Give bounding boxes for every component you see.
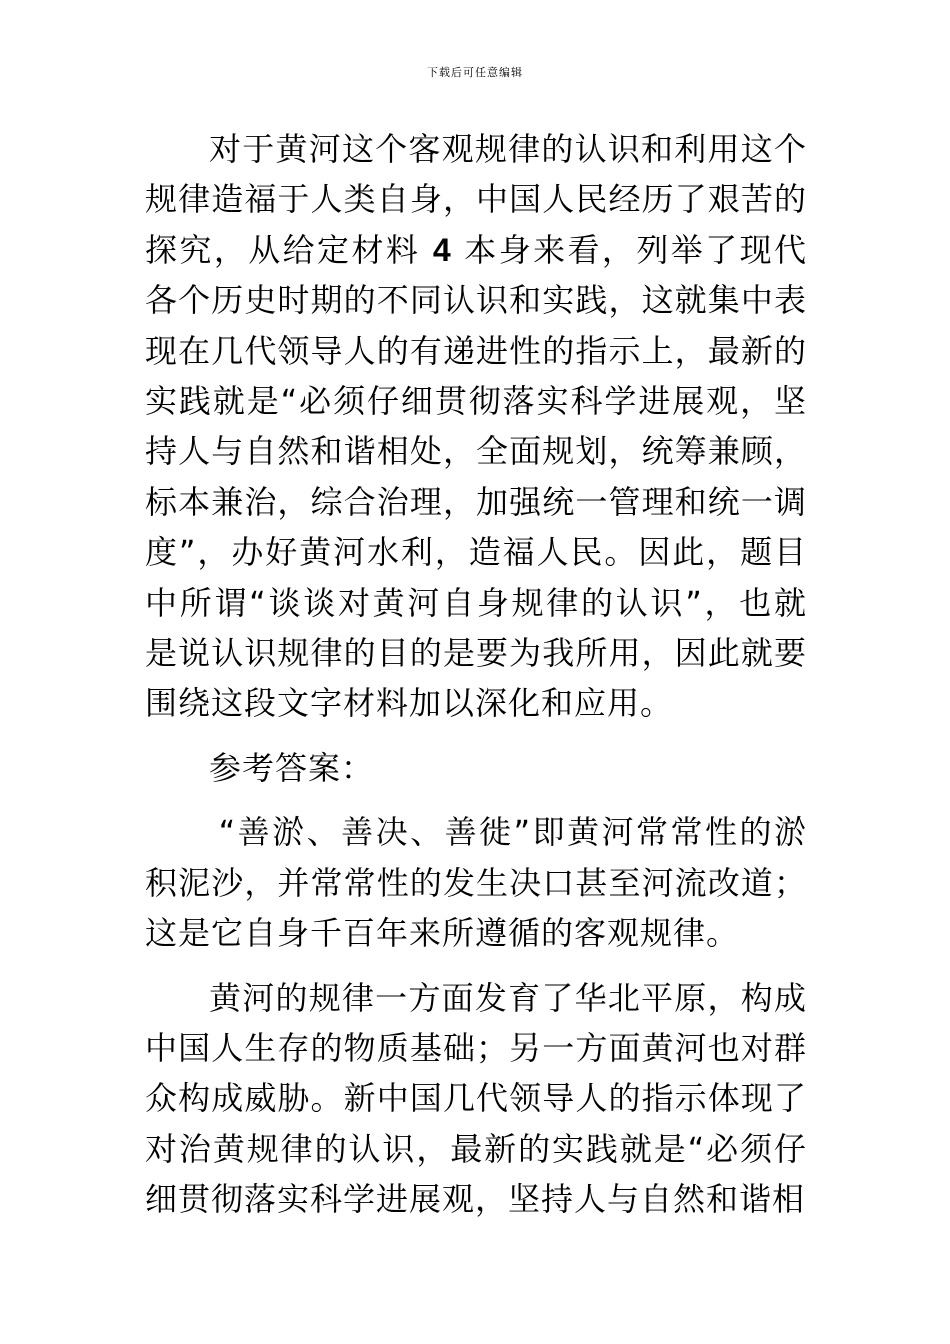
material-number: 4 [432,231,452,268]
reference-answer-heading: 参考答案： [209,748,375,787]
paragraph-analysis-text-start: 对于黄河这个客观规律的认识和利用这个规律造福于人类自身，中国人民经历了艰苦的探究，从给定材料 [145,130,807,269]
paragraph-analysis [145,124,807,729]
page-header-note: 下载后可任意编辑 [427,66,523,79]
paragraph-answer-detail: 黄河的规律一方面发育了华北平原，构成中国人生存的物质基础；另一方面黄河也对群众构成威胁。新中国几代领导人的指示体现了对治黄规律的认识，最新的实践就是“必须仔细贯彻落实科学进展观，坚持人与自然和谐相 [145,978,807,1219]
document-body [145,124,807,1225]
paragraph-analysis-text-end: 本身来看，列举了现代各个历史时期的不同认识和实践，这就集中表现在几代领导人的有递进性的指示上，最新的实践就是“必须仔细贯彻落实科学进展观，坚持人与自然和谐相处，全面规划，统筹兼顾，标本兼治，综合治理，加强统一管理和统一调度”，办好黄河水利，造福人民。因此，题目中所谓“谈谈对黄河自身规律的认识”，也就是说认识规律的目的是要为我所用，因此就要围绕这段文字材料加以深化和应用。 [145,230,807,723]
paragraph-answer-rule: “善淤、善决、善徙”即黄河常常性的淤积泥沙，并常常性的发生决口甚至河流改道；这是它自身千百年来所遵循的客观规律。 [145,813,807,953]
